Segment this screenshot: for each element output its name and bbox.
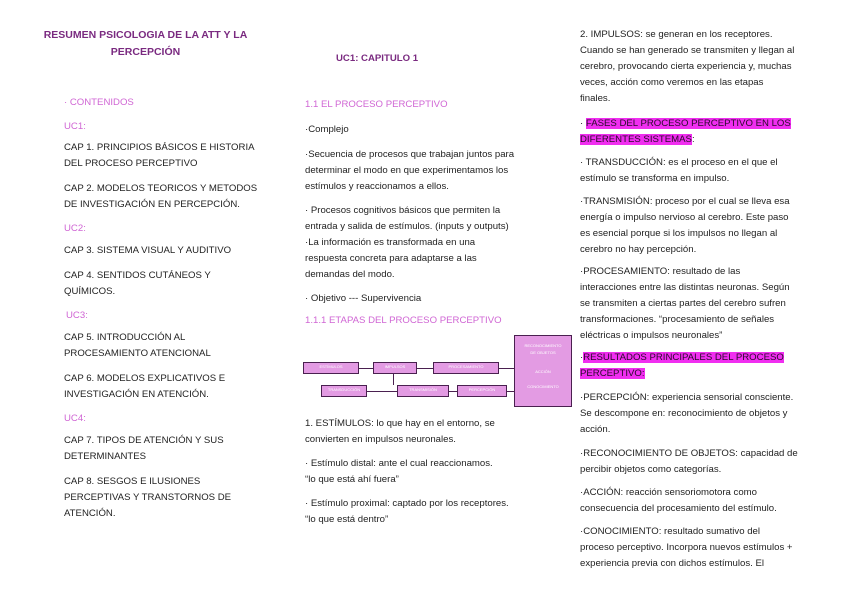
diagram-result-reconocimiento-2: DE OBJETOS (530, 350, 556, 355)
conocimiento-line-3: experiencia previa con dichos estímulos. El (580, 558, 764, 569)
distal-line-2: “lo que está ahí fuera” (305, 474, 399, 485)
estimulos-line-2: convierten en impulsos neuronales. (305, 434, 456, 445)
diagram-box-transmision: TRANSMISIÓN (397, 385, 449, 397)
proximal-line-2: “lo que está dentro” (305, 514, 389, 525)
procesos-line-5: demandas del modo. (305, 269, 395, 280)
diagram-connector (499, 368, 514, 369)
procesamiento-line-1: ·PROCESAMIENTO: resultado de las (580, 266, 741, 277)
document-title-line-1: RESUMEN PSICOLOGIA DE LA ATT Y LA (43, 29, 248, 41)
cap4-line-2: QUÍMICOS. (64, 286, 116, 297)
diagram-connector (417, 368, 433, 369)
resultados-highlight-2: PERCEPTIVO: (580, 368, 645, 379)
resultados-prefix: · (580, 352, 584, 363)
resultados-highlight-1: RESULTADOS PRINCIPALES DEL PROCESO (583, 352, 784, 363)
impulsos-line-3: cerebro, provocando cierta experiencia y, muchas (580, 61, 792, 72)
fases-heading-line-2 (580, 132, 695, 148)
cap7-line-1: CAP 7. TIPOS DE ATENCIÓN Y SUS (64, 435, 224, 446)
diagram-connector (367, 391, 397, 392)
section-heading: 1.1 EL PROCESO PERCEPTIVO (305, 99, 448, 110)
secuencia-line-3: estímulos y reaccionamos a ellos. (305, 181, 449, 192)
diagram-result-reconocimiento-1: RECONOCIMIENTO (524, 343, 562, 348)
diagram-box-percepcion: PERCEPCIÓN (457, 385, 507, 397)
cap5-line-1: CAP 5. INTRODUCCIÓN AL (64, 332, 186, 343)
cap7-line-2: DETERMINANTES (64, 451, 147, 462)
cap8-line-3: ATENCIÓN. (64, 508, 116, 519)
transmision-line-4: cerebro no hay percepción. (580, 244, 697, 255)
diagram-result-accion: ACCIÓN (535, 369, 551, 374)
estimulos-line-1: 1. ESTÍMULOS: lo que hay en el entorno, se (305, 418, 495, 429)
reconocimiento-line-2: percibir objetos como categorías. (580, 464, 722, 475)
transduccion-line-1: · TRANSDUCCIÓN: es el proceso en el que el (580, 157, 778, 168)
transmision-line-2: energía o impulso nervioso al cerebro. Este paso (580, 212, 789, 223)
diagram-connector (507, 391, 514, 392)
cap8-line-2: PERCEPTIVAS Y TRANSTORNOS DE (64, 492, 232, 503)
accion-line-2: consecuencia del procesamiento del estímulo. (580, 503, 777, 514)
procesamiento-line-5: eléctricas o impulsos neuronales” (580, 330, 723, 341)
diagram-connector (393, 374, 394, 385)
secuencia-line-2: determinar el modo en que experimentamos los (305, 165, 509, 176)
cap6-line-2: INVESTIGACIÓN EN ATENCIÓN. (64, 389, 209, 400)
cap8-line-1: CAP 8. SESGOS E ILUSIONES (64, 476, 201, 487)
fases-highlight-2: DIFERENTES SISTEMAS (580, 134, 692, 145)
conocimiento-line-2: proceso perceptivo. Incorpora nuevos estímulos + (580, 542, 793, 553)
complejo-line: ·Complejo (305, 124, 349, 135)
diagram-box-transduccion: TRANSDUCCIÓN (321, 385, 367, 397)
fases-prefix: · (580, 118, 586, 129)
impulsos-line-5: finales. (580, 93, 611, 104)
diagram-box-impulsos: IMPULSOS (373, 362, 417, 374)
diagram-connector (449, 391, 457, 392)
percepcion-line-1: ·PERCEPCIÓN: experiencia sensorial consciente. (580, 392, 794, 403)
procesamiento-line-2: interacciones entre las distintas neuronas. Según (580, 282, 790, 293)
percepcion-line-3: acción. (580, 424, 611, 435)
diagram-box-results (514, 335, 572, 407)
cap6-line-1: CAP 6. MODELOS EXPLICATIVOS E (64, 373, 226, 384)
proximal-line-1: · Estímulo proximal: captado por los receptores. (305, 498, 509, 509)
accion-line-1: ·ACCIÓN: reacción sensoriomotora como (580, 487, 758, 498)
fases-heading-line-1 (580, 116, 791, 132)
contents-label: · CONTENIDOS (64, 97, 134, 108)
procesamiento-line-4: transformaciones. “procesamiento de señales (580, 314, 775, 325)
cap4-line-1: CAP 4. SENTIDOS CUTÁNEOS Y (64, 270, 211, 281)
perceptual-process-diagram (303, 335, 562, 407)
resultados-heading-line-2 (580, 366, 645, 382)
impulsos-line-4: veces, acción como veremos en las etapas (580, 77, 764, 88)
document-title-line-2: PERCEPCIÓN (110, 46, 181, 58)
diagram-box-estimulos: ESTÍMULOS (303, 362, 359, 374)
transmision-line-1: ·TRANSMISIÓN: proceso por el cual se lleva esa (580, 196, 790, 207)
procesos-line-2: entrada y salida de estímulos. (inputs y outputs) (305, 221, 509, 232)
uc3-label: UC3: (66, 310, 88, 321)
procesos-line-3: ·La información es transformada en una (305, 237, 476, 248)
uc2-label: UC2: (64, 223, 86, 234)
distal-line-1: · Estímulo distal: ante el cual reaccionamos. (305, 458, 493, 469)
fases-suffix: : (691, 134, 695, 145)
transmision-line-3: es esencial porque si los impulsos no llegan al (580, 228, 778, 239)
conocimiento-line-1: ·CONOCIMIENTO: resultado sumativo del (580, 526, 761, 537)
uc4-label: UC4: (64, 413, 86, 424)
impulsos-line-1: 2. IMPULSOS: se generan en los receptores. (580, 29, 773, 40)
secuencia-line-1: ·Secuencia de procesos que trabajan juntos para (305, 149, 515, 160)
chapter-heading: UC1: CAPITULO 1 (336, 53, 419, 64)
subsection-heading: 1.1.1 ETAPAS DEL PROCESO PERCEPTIVO (305, 315, 502, 326)
cap2-line-2: DE INVESTIGACIÓN EN PERCEPCIÓN. (64, 199, 240, 210)
reconocimiento-line-1: ·RECONOCIMIENTO DE OBJETOS: capacidad de (580, 448, 798, 459)
resultados-heading-line-1 (580, 350, 784, 366)
cap5-line-2: PROCESAMIENTO ATENCIONAL (64, 348, 211, 359)
objetivo-line: · Objetivo --- Supervivencia (305, 293, 422, 304)
diagram-connector (359, 368, 373, 369)
cap1-line-1: CAP 1. PRINCIPIOS BÁSICOS E HISTORIA (64, 142, 255, 153)
transduccion-line-2: estímulo se transforma en impulso. (580, 173, 730, 184)
cap3-line: CAP 3. SISTEMA VISUAL Y AUDITIVO (64, 245, 232, 256)
procesamiento-line-3: se transmiten a ciertas partes del cerebro sufren (580, 298, 786, 309)
impulsos-line-2: Cuando se han generado se transmiten y llegan al (580, 45, 795, 56)
cap2-line-1: CAP 2. MODELOS TEORICOS Y METODOS (64, 183, 258, 194)
percepcion-line-2: Se descompone en: reconocimiento de objetos y (580, 408, 788, 419)
procesos-line-4: respuesta concreta para adaptarse a las (305, 253, 477, 264)
cap1-line-2: DEL PROCESO PERCEPTIVO (64, 158, 198, 169)
uc1-label: UC1: (64, 121, 86, 132)
diagram-box-procesamiento: PROCESAMIENTO (433, 362, 499, 374)
procesos-line-1: · Procesos cognitivos básicos que permiten la (305, 205, 501, 216)
fases-highlight-1: FASES DEL PROCESO PERCEPTIVO EN LOS (585, 118, 791, 129)
diagram-result-conocimiento: CONOCIMIENTO (527, 384, 559, 389)
